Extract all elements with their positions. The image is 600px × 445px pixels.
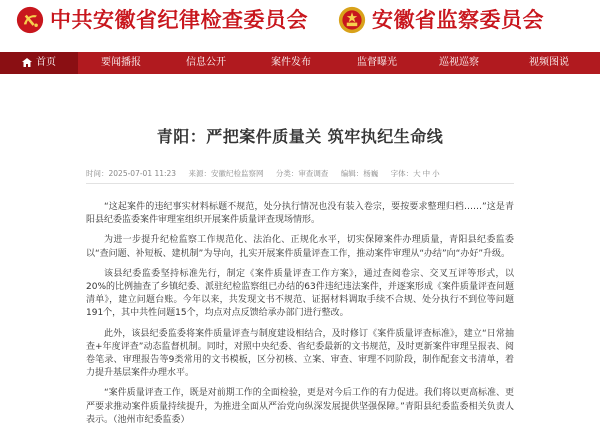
article-time: 时间：2025-07-01 11:23 bbox=[86, 169, 177, 178]
supervision-commission-title[interactable]: 安徽省监察委员会 bbox=[372, 7, 544, 32]
article-paragraph: 为进一步提升纪检监察工作规范化、法治化、正规化水平，切实保障案件办理质量，青阳县纪委监委以“查问题、补短板、建机制”为导向，扎实开展案件质量评查工作，推动案件审理从“办结”向“办好”升级。 bbox=[86, 235, 514, 259]
party-emblem-icon bbox=[16, 6, 44, 34]
article-paragraph: 该县纪委监委坚持标准先行，制定《案件质量评查工作方案》，通过查阅卷宗、交叉互评等形式，以20%的比例抽查了乡镇纪委、派驻纪检监察组已办结的63件违纪违法案件，并逐案形成《案件质量评查问题清单》，建立问题台账。今年以来，共发现文书不规范、证据材料调取手续不合规、处分执行不到位等问题191个，其中共性问题15个，均点对点反馈给承办部门进行整改。 bbox=[86, 268, 514, 319]
font-large-button[interactable]: 大 bbox=[413, 169, 421, 178]
home-icon bbox=[22, 58, 32, 67]
site-header bbox=[0, 0, 600, 48]
font-size-label: 字体： bbox=[390, 169, 414, 178]
article-body bbox=[86, 201, 514, 434]
font-size-switcher bbox=[391, 169, 440, 178]
article-author: 编辑：杨巍 bbox=[340, 169, 379, 178]
article-category: 分类：审查调查 bbox=[275, 169, 329, 178]
nav-item-exposure[interactable]: 监督曝光 bbox=[357, 57, 397, 68]
nav-item-video[interactable]: 视频图说 bbox=[529, 57, 569, 68]
article-paragraph: “这起案件的违纪事实材料标题不规范，处分执行情况也没有装入卷宗，要按要求整理归档……”这是青阳县纪委监委案件审理室组织开展案件质量评查现场情形。 bbox=[86, 202, 514, 226]
nav-item-inspection[interactable]: 巡视巡察 bbox=[439, 57, 479, 68]
main-navigation bbox=[0, 52, 600, 74]
nav-item-label: 首页 bbox=[36, 57, 56, 68]
font-small-button[interactable]: 小 bbox=[432, 169, 440, 178]
meta-divider bbox=[86, 183, 514, 184]
font-medium-button[interactable]: 中 bbox=[422, 169, 431, 178]
nav-item-news[interactable]: 要闻播报 bbox=[101, 57, 141, 68]
nav-item-info-disclosure[interactable]: 信息公开 bbox=[186, 57, 226, 68]
nav-item-case-release[interactable]: 案件发布 bbox=[271, 57, 311, 68]
nav-item-home[interactable] bbox=[0, 52, 78, 74]
article-meta bbox=[86, 168, 450, 179]
article-paragraph: “案件质量评查工作，既是对前期工作的全面检验，更是对今后工作的有力促进。我们将以更高标准、更严要求推动案件质量持续提升，为推进全面从严治党向纵深发展提供坚强保障。”青阳县纪委监委相关负责人表示。（池州市纪委监委） bbox=[86, 388, 514, 425]
state-emblem-icon bbox=[338, 6, 366, 34]
party-committee-title[interactable]: 中共安徽省纪律检查委员会 bbox=[50, 7, 308, 32]
article-source: 来源：安徽纪检监察网 bbox=[188, 169, 264, 178]
article-paragraph: 此外，该县纪委监委将案件质量评查与制度建设相结合，及时修订《案件质量评查标准》，建立“日常抽查+年度评查”动态监督机制。同时，对照中央纪委、省纪委最新的文书规范，及时更新案件审理呈报表、阅卷笔录、审理报告等9类常用的文书模板，区分初核、立案、审查、审理不同阶段，制作配套文书清单，着力提升基层案件办理水平。 bbox=[86, 328, 514, 379]
article-title: 青阳：严把案件质量关 筑牢执纪生命线 bbox=[156, 127, 444, 146]
